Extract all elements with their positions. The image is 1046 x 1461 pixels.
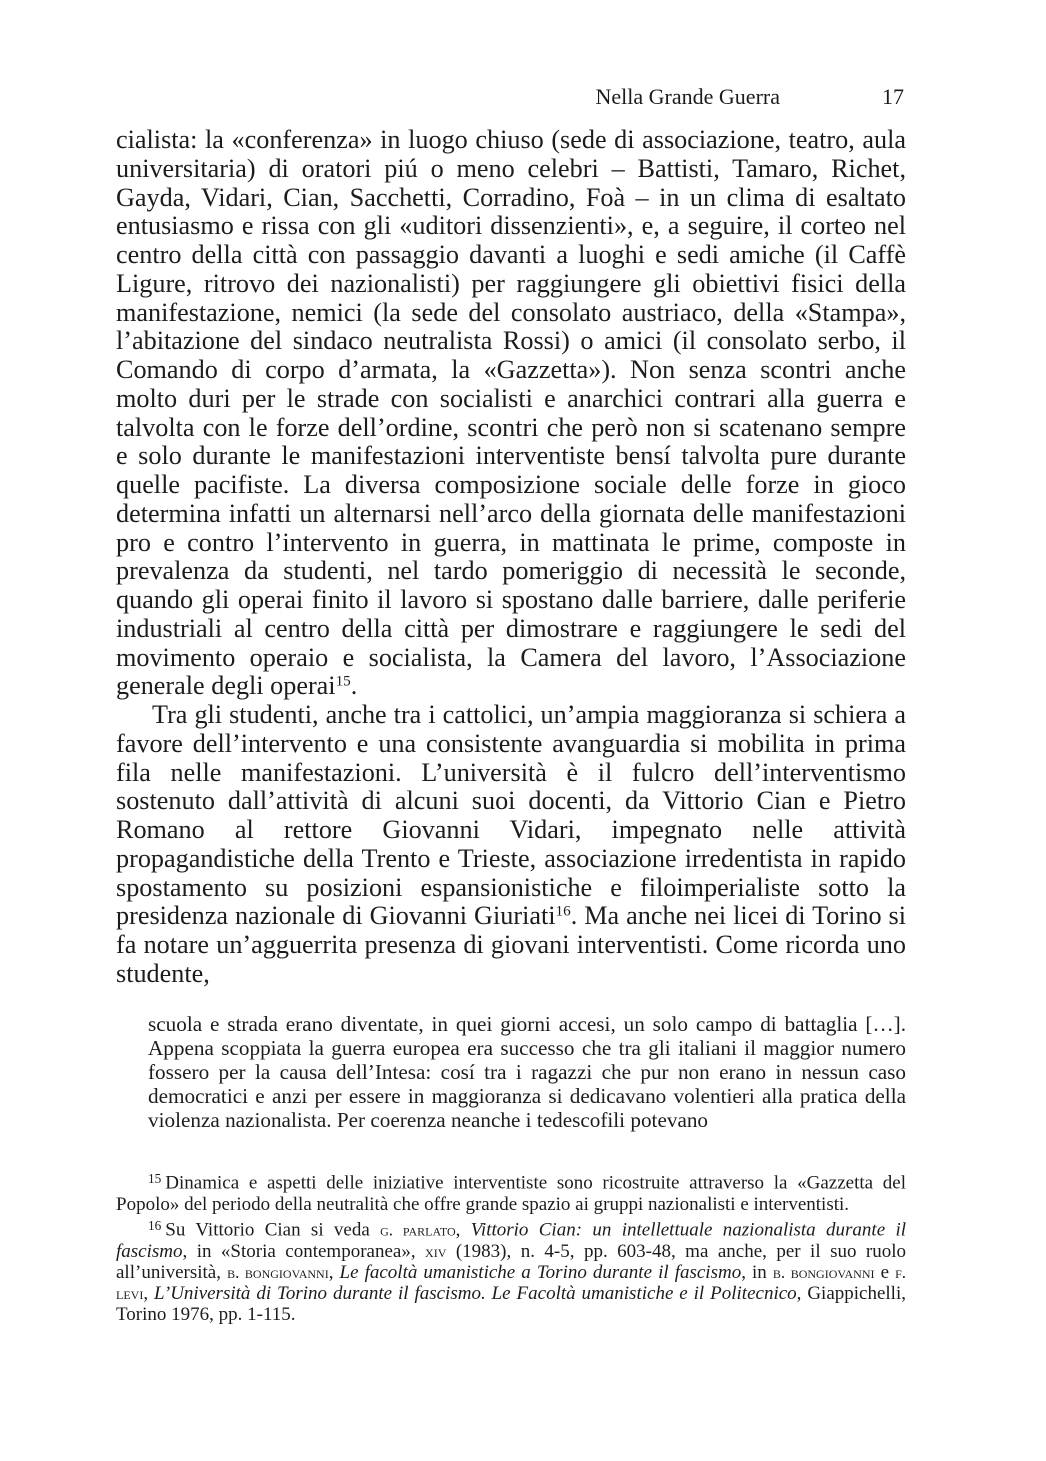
footnote-15: [116, 1168, 906, 1215]
paragraph-1-end: .: [350, 671, 358, 701]
footnote-16-text-4: , in: [741, 1261, 767, 1283]
paragraph-2-text-b: . Ma anche nei licei di Torino si fa notare un’agguerrita presenza di giovani interventisti. Come ricorda uno studente,: [116, 901, 906, 988]
footnote-16-sep-3: ,: [143, 1283, 149, 1305]
footnote-16-sep-2: ,: [328, 1261, 334, 1283]
running-head: Nella Grande Guerra: [595, 84, 780, 109]
paragraph-1: [116, 126, 906, 701]
footnote-15-number: 15: [148, 1171, 162, 1186]
footnote-16-text-2: , in «Storia contemporanea»,: [182, 1240, 416, 1262]
footnote-16-title-1: Vittorio Cian: un intellettuale nazionalista durante il fascismo: [116, 1219, 907, 1262]
page-header: [116, 84, 906, 114]
footnote-16-sep-1: ,: [455, 1219, 461, 1241]
paragraph-2-text-a: Tra gli studenti, anche tra i cattolici, un’ampia maggioranza si schiera a favore dell’intervento e una consistente avanguardia si mobilita in prima fila nelle manifestazioni. L’università è il fulcro dell’interventismo sostenuto dall’attività di alcuni suoi docenti, da Vittorio Cian e Pietro Romano al rettore Giovanni Vidari, impegnato nelle attività propagandistiche della Trento e Trieste, associazione irredentista in rapido spostamento su posizioni espansionistiche e filoimperialiste sotto la presidenza nazionale di Giovanni Giuriati: [116, 700, 906, 931]
footnote-16-volume: xiv: [425, 1241, 447, 1261]
footnote-16-title-2: Le facoltà umanistiche a Torino durante il fascismo: [339, 1261, 742, 1283]
footnote-16: [116, 1215, 906, 1326]
footnotes: [116, 1168, 906, 1326]
footnote-16-text-5: e: [880, 1261, 889, 1283]
body-text: [116, 126, 906, 989]
footnote-ref-15[interactable]: 15: [335, 672, 351, 690]
page-number: 17: [882, 84, 904, 109]
footnote-16-number: 16: [148, 1217, 162, 1233]
footnote-16-author-4: f. levi: [116, 1262, 907, 1304]
footnote-16-author-1: g. parlato: [380, 1220, 456, 1240]
paragraph-1-text: cialista: la «conferenza» in luogo chiuso (sede di associazione, teatro, aula universitaria) di oratori piú o meno celebri – Battisti, Tamaro, Richet, Gayda, Vidari, Cian, Sacchetti, Corradino, Foà – in un clima di esaltato entusiasmo e rissa con gli «uditori dissenzienti», e, a seguire, il corteo nel centro della città con passaggio davanti a luoghi e sedi amiche (il Caffè Ligure, ritrovo dei nazionalisti) per raggiungere gli obiettivi fisici della manifestazione, nemici (la sede del consolato austriaco, della «Stampa», l’abitazione del sindaco neutralista Rossi) o amici (il consolato serbo, il Comando di corpo d’armata, la «Gazzetta»). Non senza scontri anche molto duri per le strade con socialisti e anarchici contrari alla guerra e talvolta con le forze dell’ordine, scontri che però non si scatenano sempre e solo durante le manifestazioni interventiste bensí talvolta pure durante quelle pacifiste. La diversa composizione sociale delle forze in gioco determina infatti un alternarsi nell’arco della giornata delle manifestazioni pro e contro l’intervento in guerra, in mattinata le prime, composte in prevalenza da studenti, nel tardo pomeriggio di necessità le seconde, quando gli operai finito il lavoro si spostano dalle barriere, dalle periferie industriali al centro della città per dimostrare e raggiungere le sedi del movimento operaio e socialista, la Camera del lavoro, l’Associazione generale degli operai: [116, 125, 906, 701]
block-quote-text: scuola e strada erano diventate, in quei giorni accesi, un solo campo di battaglia […]. Appena scoppiata la guerra europea era successo che tra gli italiani il maggior numero fossero per la causa dell’Intesa: cosí tra i ragazzi che pur non erano in nessun caso democratici e anzi per essere in maggioranza si dedicavano volentieri alla pratica della violenza nazionalista. Per coerenza neanche i tedescofili potevano: [148, 1012, 906, 1132]
footnote-16-author-2: b. bongiovanni: [227, 1262, 329, 1282]
footnote-16-author-3: b. bongiovanni: [772, 1262, 875, 1282]
footnote-16-text-1: Su Vittorio Cian si veda: [165, 1219, 370, 1241]
footnote-15-text: Dinamica e aspetti delle iniziative interventiste sono ricostruite attraverso la «Gazzetta del Popolo» del periodo della neutralità che offre grande spazio ai gruppi nazionalisti e interventisti.: [116, 1172, 906, 1215]
footnote-16-title-3: L’Università di Torino durante il fascismo. Le Facoltà umanistiche e il Politecnico: [154, 1283, 797, 1305]
footnote-ref-16[interactable]: 16: [555, 902, 571, 920]
footnote-16-text-6: , Giappichelli, Torino 1976, pp. 1-115.: [116, 1283, 906, 1326]
block-quote: [148, 1013, 906, 1133]
footnote-16-text-3: (1983), n. 4-5, pp. 603-48, ma anche, per il suo ruolo all’università,: [116, 1240, 907, 1283]
paragraph-2: [116, 701, 906, 989]
